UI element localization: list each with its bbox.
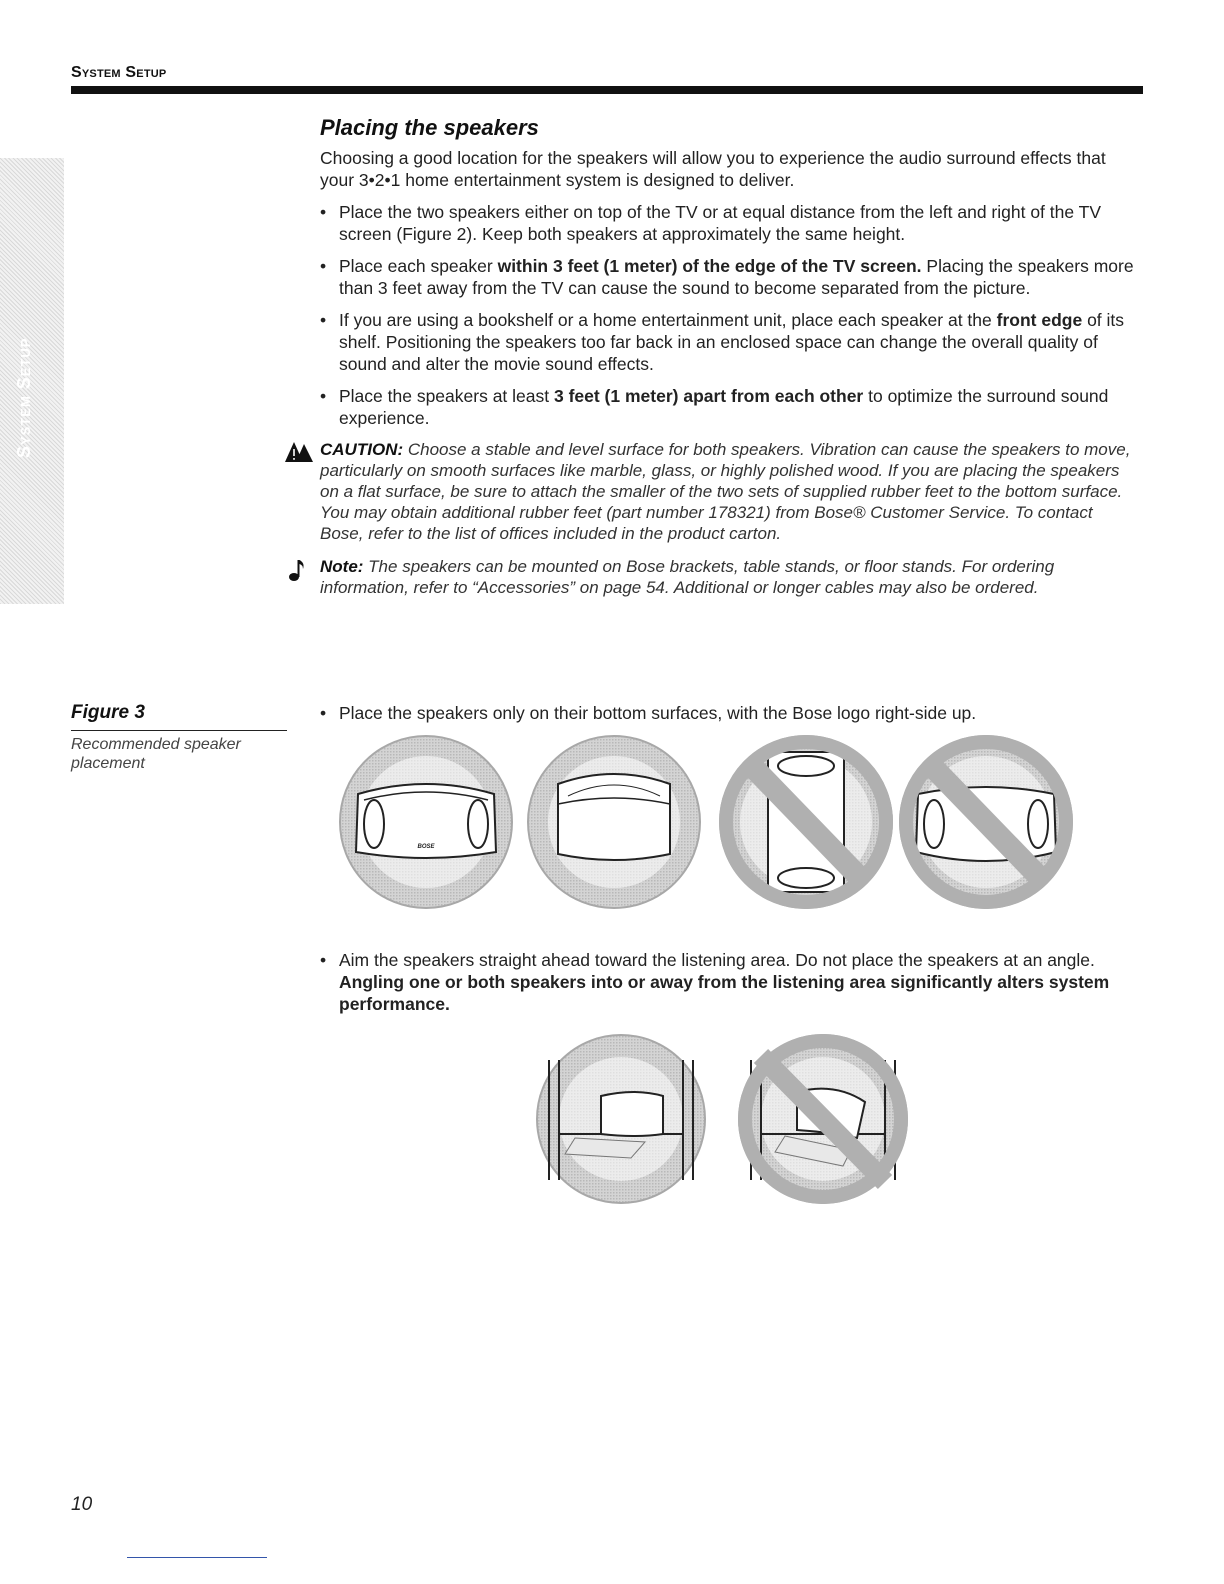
caution-callout [320, 439, 1140, 544]
speaker-shelf-straight-correct [537, 1035, 705, 1203]
list-item: • Place the two speakers either on top of the TV or at equal distance from the left and right of the TV screen (Figure 2). Keep both speakers at approximately the same height. [320, 201, 1140, 245]
speaker-vertical-prohibited [720, 736, 892, 908]
list-item: • Place the speakers at least 3 feet (1 meter) apart from each other to optimize the surround sound experience. [320, 385, 1140, 429]
note-lead: Note: [320, 557, 364, 576]
speaker-orientation-illustrations [336, 724, 1076, 920]
footer-divider [127, 1557, 267, 1558]
figure-caption-block [71, 702, 287, 773]
side-tab-label: System Setup [14, 337, 34, 458]
note-callout [320, 556, 1140, 598]
side-tab [0, 158, 64, 604]
speaker-angle-illustrations [535, 1030, 915, 1208]
speaker-top-correct [528, 736, 700, 908]
speaker-upside-down-prohibited [900, 736, 1072, 908]
list-item: • Place each speaker within 3 feet (1 meter) of the edge of the TV screen. Placing the speakers more than 3 feet away from the TV can cause the sound to become separated from the picture. [320, 255, 1140, 299]
speaker-shelf-angled-prohibited [739, 1035, 907, 1203]
figure-caption: Recommended speaker placement [71, 736, 241, 772]
page-title: Placing the speakers [320, 115, 539, 140]
speaker-front-correct [340, 736, 512, 908]
bose-logo-text: BOSE [417, 844, 435, 850]
placement-bullets [320, 201, 1140, 429]
caution-lead: CAUTION: [320, 440, 404, 459]
caution-text: Choose a stable and level surface for both speakers. Vibration can cause the speakers to move, particularly on smooth surfaces like marble, glass, or highly polished wood. If you are placing the speakers on a flat surface, be sure to attach the smaller of the two sets of supplied rubber feet to the bottom surface. You may obtain additional rubber feet (part number 178321) from Bose® Customer Service. To contact Bose, refer to the list of offices included in the product carton. [320, 440, 1131, 543]
main-content [320, 117, 1140, 610]
list-item-aim: • Aim the speakers straight ahead toward the listening area. Do not place the speakers at an angle. Angling one or both speakers into or away from the listening area significantly alters system performance. [320, 949, 1142, 1015]
note-text: The speakers can be mounted on Bose brackets, table stands, or floor stands. For ordering information, refer to “Accessories” on page 54. Additional or longer cables may also be ordered. [320, 557, 1055, 597]
header-rule [71, 86, 1143, 94]
warning-icon [284, 441, 314, 463]
music-note-icon [288, 558, 308, 582]
list-item-logo: • Place the speakers only on their bottom surfaces, with the Bose logo right-side up. [320, 702, 1142, 724]
section-header: System Setup [71, 64, 167, 81]
list-item: • If you are using a bookshelf or a home entertainment unit, place each speaker at the front edge of its shelf. Positioning the speakers too far back in an enclosed space can change the overall quality of sound and alter the movie sound effects. [320, 309, 1140, 375]
intro-paragraph: Choosing a good location for the speakers will allow you to experience the audio surround effects that your 3•2•1 home entertainment system is designed to deliver. [320, 148, 1106, 190]
page-number: 10 [71, 1494, 93, 1515]
figure-label: Figure 3 [71, 702, 287, 731]
